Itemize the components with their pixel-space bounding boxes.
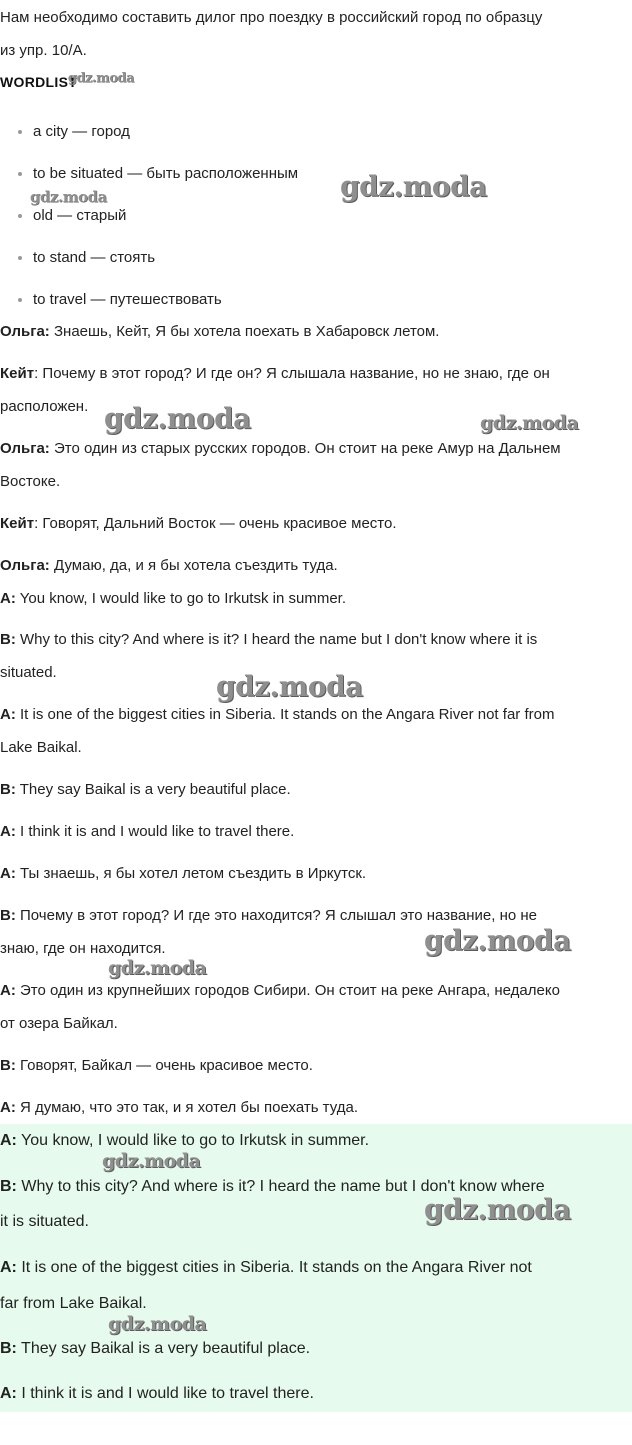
watermark-logo: gdz.moda [104,402,251,435]
intro-line-2: из упр. 10/А. [0,42,87,59]
speaker-label: Ольга: [0,440,50,457]
dialog-text: Почему в этот город? И где это находится? Я слышал это название, но не [15,907,537,924]
dialog-text: Думаю, да, и я бы хотела съездить туда. [49,557,338,574]
list-item [33,290,222,310]
wordlist-item-3: old — старый [33,207,127,224]
dialog-text: : Почему в этот город? И где он? Я слышала название, но не знаю, где он [34,365,550,382]
dialog-line [0,1056,313,1076]
speaker-label: Кейт [0,515,35,532]
dialog-line [0,439,561,459]
speaker-label: B: [0,1340,17,1357]
list-item [33,248,155,268]
bullet-icon [18,130,22,134]
speaker-label: Ольга: [0,323,50,340]
bullet-icon [18,256,22,260]
speaker-label: A: [0,982,16,999]
dialog-text: I think it is and I would like to travel there. [16,1385,314,1402]
dialog-text: Говорят, Байкал — очень красивое место. [15,1057,313,1074]
dialog-line-cont: знаю, где он находится. [0,940,166,957]
watermark-logo: gdz.moda [30,188,107,206]
dialog-text: : Говорят, Дальний Восток — очень красивое место. [34,515,397,532]
dialog-line-cont: Lake Baikal. [0,739,82,756]
dialog-line [0,322,439,342]
dialog-line [0,514,397,534]
dialog-text: They say Baikal is a very beautiful place. [16,1340,311,1357]
wordlist-item-4: to stand — стоять [33,249,156,266]
dialog-line-cont: Востоке. [0,473,61,490]
speaker-label: A: [0,706,16,723]
dialog-text: It is one of the biggest cities in Siberia. It stands on the Angara River not far from [15,706,555,723]
wordlist-item-5: to travel — путешествовать [33,291,222,308]
bullet-icon [18,172,22,176]
bullet-icon [18,298,22,302]
dialog-line [0,705,554,725]
wordlist-heading: WORDLIST [0,74,78,90]
dialog-text: Это один из крупнейших городов Сибири. Он стоит на реке Ангара, недалеко [15,982,560,999]
watermark-logo: gdz.moda [68,71,135,86]
speaker-label: Кейт [0,365,35,382]
dialog-line-cont: far from Lake Baikal. [0,1295,147,1312]
list-item [33,122,130,142]
dialog-line [0,864,366,884]
wordlist-item-1: a city — город [33,123,130,140]
speaker-label: A: [0,1385,17,1402]
dialog-line [0,981,560,1001]
dialog-line [0,556,338,576]
watermark-logo: gdz.moda [424,1193,571,1226]
dialog-line [0,630,537,650]
dialog-text: It is one of the biggest cities in Siberia. It stands on the Angara River not [16,1259,532,1276]
dialog-line [0,364,550,384]
watermark-logo: gdz.moda [108,1313,207,1335]
watermark-logo: gdz.moda [102,1150,201,1172]
speaker-label: A: [0,1099,16,1116]
dialog-line-cont: расположен. [0,398,89,415]
dialog-text: Why to this city? And where is it? I heard the name but I don't know where it is [15,631,538,648]
dialog-text: Я думаю, что это так, и я хотел бы поехать туда. [15,1099,358,1116]
watermark-logo: gdz.moda [340,170,487,203]
dialog-line [0,1257,532,1279]
list-item [33,206,126,226]
speaker-label: B: [0,631,16,648]
dialog-line [0,822,294,842]
dialog-line [0,1130,369,1152]
dialog-text: Why to this city? And where is it? I heard the name but I don't know where [16,1178,545,1195]
dialog-text: Знаешь, Кейт, Я бы хотела поехать в Хабаровск летом. [49,323,440,340]
dialog-text: I think it is and I would like to travel there. [15,823,295,840]
dialog-line [0,589,346,609]
dialog-line [0,780,291,800]
dialog-text: You know, I would like to go to Irkutsk in summer. [15,590,346,607]
list-item [33,164,298,184]
speaker-label: B: [0,1178,17,1195]
intro-line-1: Нам необходимо составить дилог про поездку в российский город по образцу [0,9,543,26]
dialog-line [0,1338,310,1360]
wordlist-item-2: to be situated — быть расположенным [33,165,299,182]
dialog-text: Это один из старых русских городов. Он стоит на реке Амур на Дальнем [49,440,561,457]
dialog-text: Ты знаешь, я бы хотел летом съездить в Иркутск. [15,865,367,882]
watermark-logo: gdz.moda [424,924,571,957]
speaker-label: A: [0,823,16,840]
watermark-logo: gdz.moda [108,957,207,979]
dialog-line [0,1098,358,1118]
dialog-line-cont: situated. [0,664,57,681]
dialog-line-cont: от озера Байкал. [0,1015,118,1032]
speaker-label: A: [0,865,16,882]
dialog-line-cont: it is situated. [0,1213,89,1230]
speaker-label: A: [0,1259,17,1276]
speaker-label: B: [0,1057,16,1074]
watermark-logo: gdz.moda [216,670,363,703]
dialog-line [0,906,537,926]
speaker-label: Ольга: [0,557,50,574]
dialog-text: They say Baikal is a very beautiful place. [15,781,291,798]
dialog-text: You know, I would like to go to Irkutsk in summer. [16,1132,370,1149]
speaker-label: B: [0,781,16,798]
speaker-label: B: [0,907,16,924]
speaker-label: A: [0,590,16,607]
bullet-icon [18,214,22,218]
dialog-line [0,1383,314,1405]
speaker-label: A: [0,1132,17,1149]
watermark-logo: gdz.moda [480,412,579,434]
